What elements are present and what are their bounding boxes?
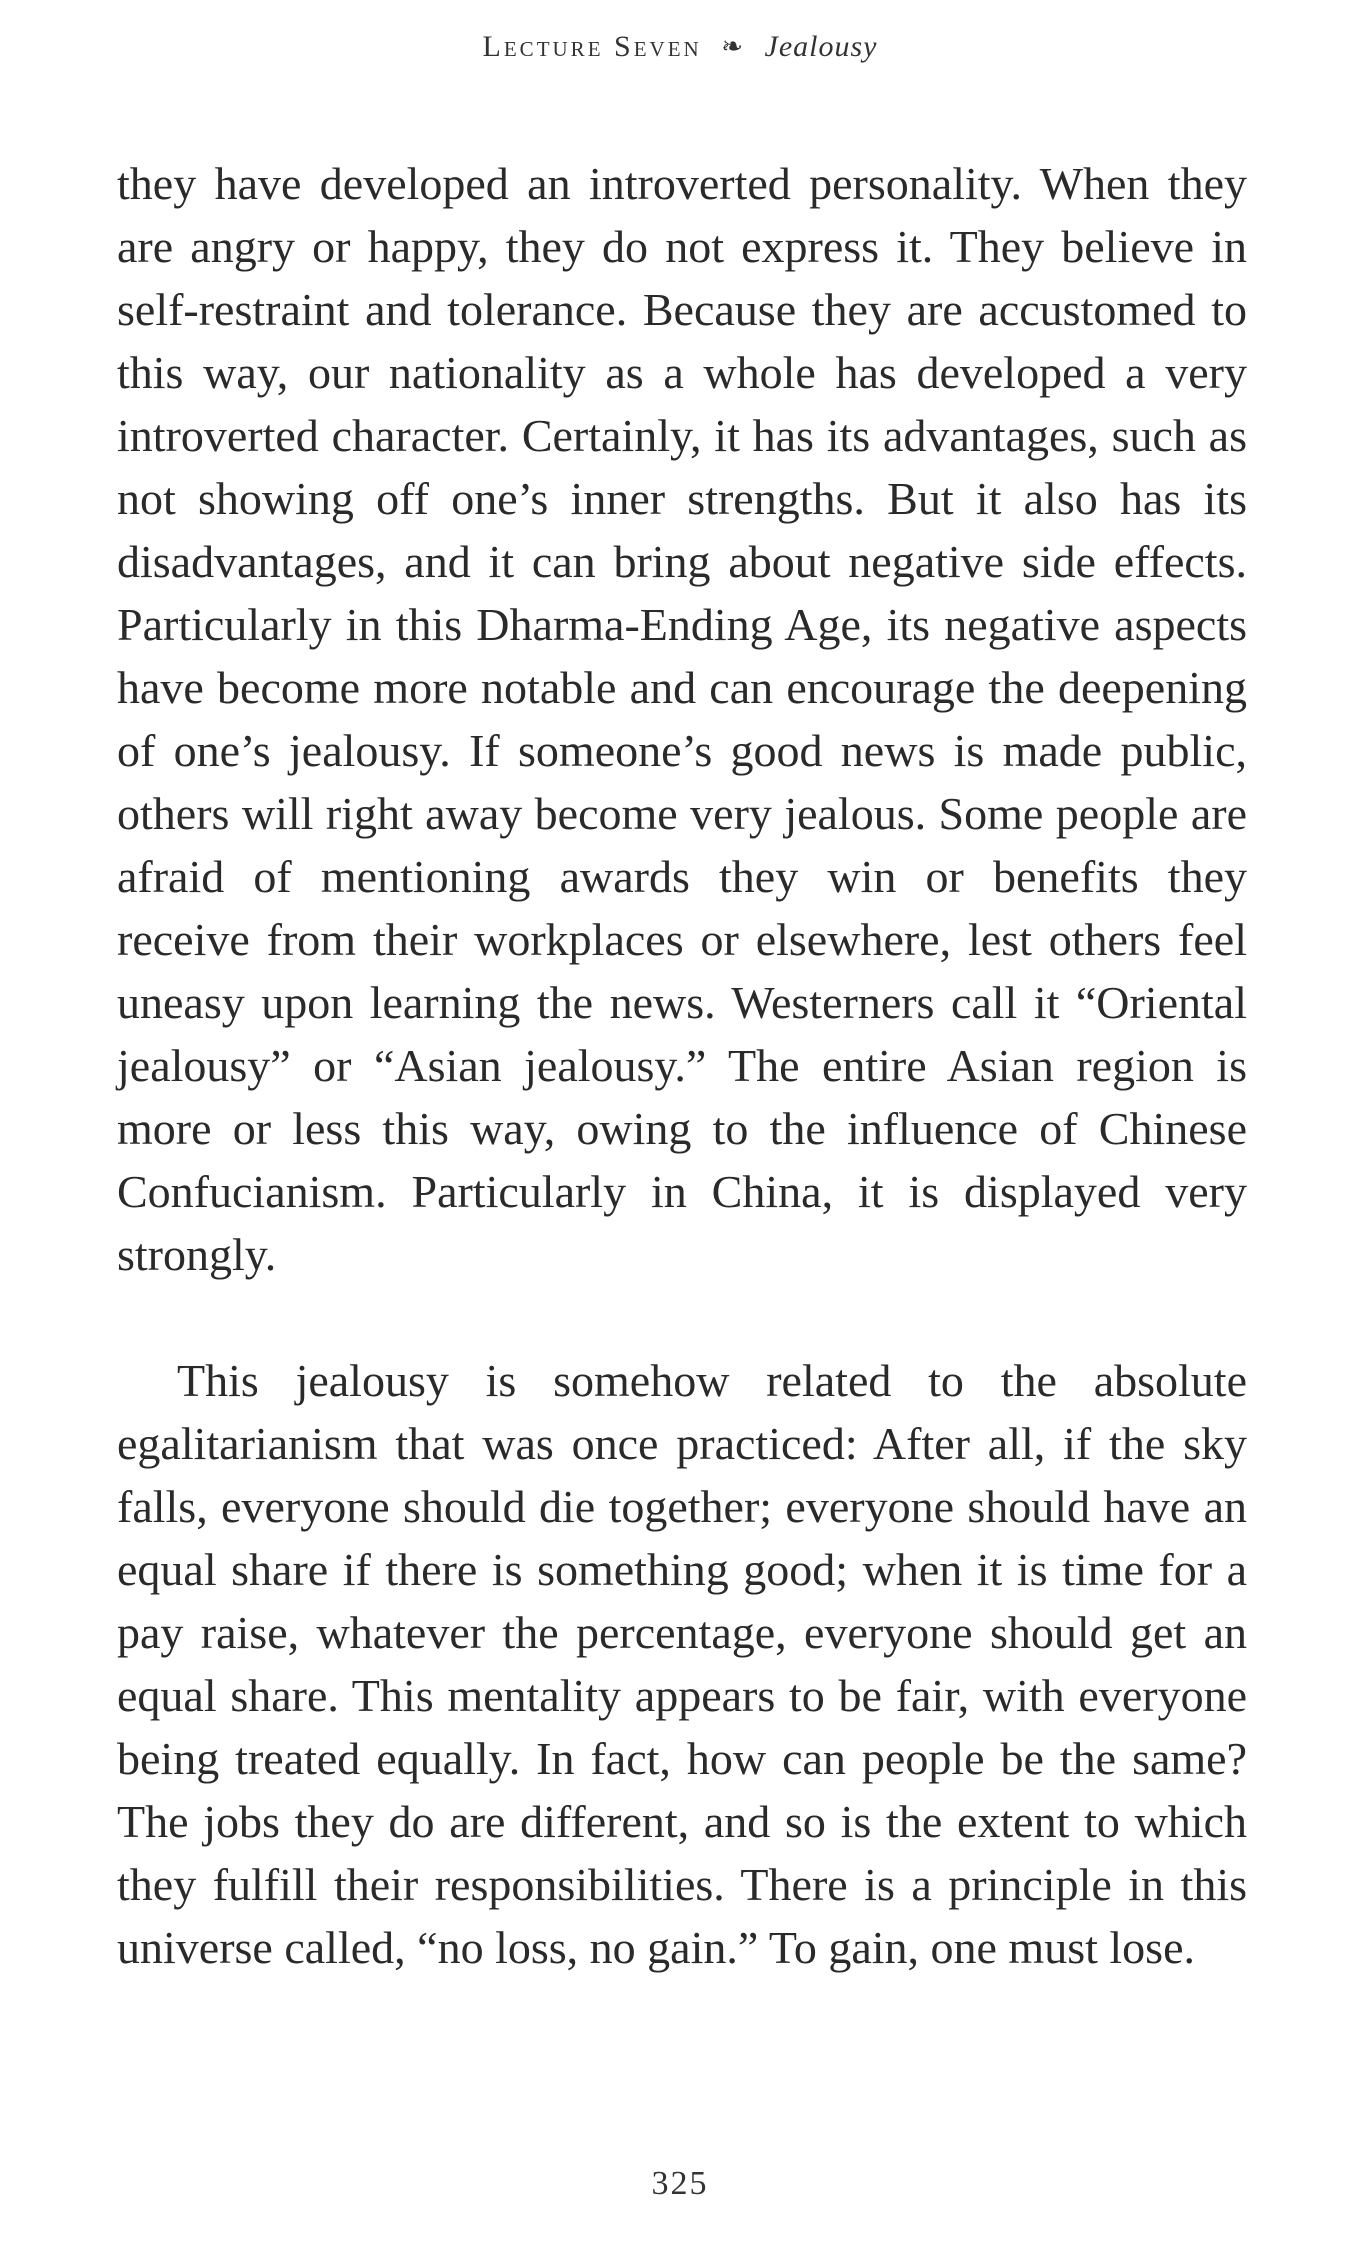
page-number: 325 [651,2165,709,2202]
running-head-chapter: Lecture Seven [482,30,702,63]
running-head [0,30,1360,64]
running-head-section: Jealousy [764,30,878,63]
body-text [117,152,1247,1979]
paragraph: This jealousy is somehow related to the absolute egalitarianism that was once practiced: After all, if the sky falls, everyone should die together; everyone should have an equal share if there is something good; when it is time for a pay raise, whatever the percentage, everyone should get an equal share. This mentality appears to be fair, with everyone being treated equally. In fact, how can people be the same? The jobs they do are different, and so is the extent to which they fulfill their responsibilities. There is a principle in this universe called, “no loss, no gain.” To gain, one must lose. [117,1355,1247,1973]
fleuron-icon: ❧ [721,32,745,61]
paragraph: they have developed an introverted personality. When they are angry or happy, they do not express it. They believe in self-restraint and tolerance. Because they are accustomed to this way, our nationality as a whole has developed a very introverted character. Certainly, it has its advantages, such as not showing off one’s inner strengths. But it also has its disadvantages, and it can bring about negative side effects. Particularly in this Dharma-Ending Age, its negative aspects have become more notable and can encourage the deepening of one’s jealousy. If someone’s good news is made public, others will right away become very jealous. Some people are afraid of mentioning awards they win or benefits they receive from their workplaces or elsewhere, lest others feel uneasy upon learning the news. Westerners call it “Oriental jealousy” or “Asian jealousy.” The entire Asian region is more or less this way, owing to the influence of Chinese Confucianism. Particularly in China, it is displayed very strongly. [117,158,1247,1280]
